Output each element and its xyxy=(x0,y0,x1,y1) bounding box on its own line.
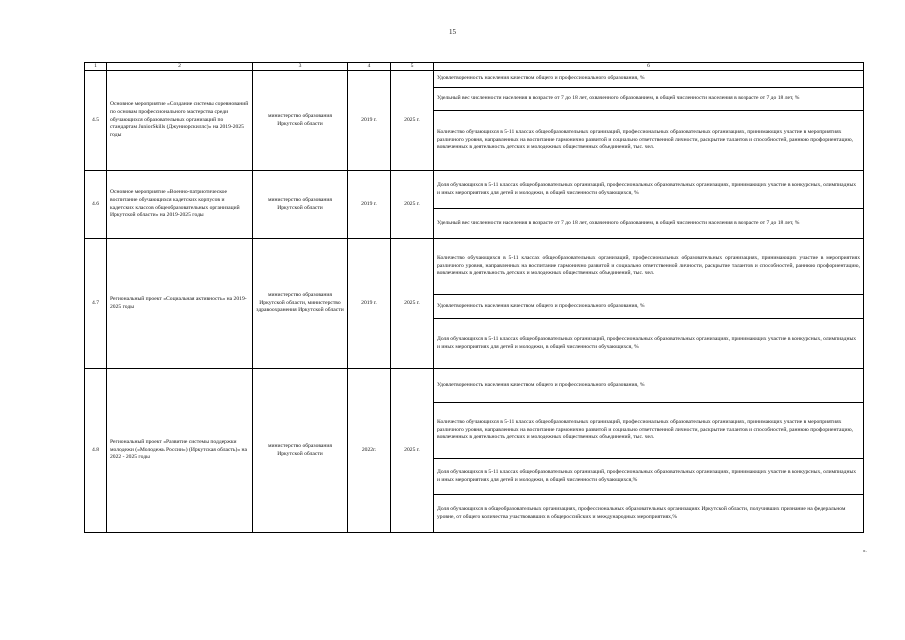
executor: министерство образования Иркутской области xyxy=(253,71,348,171)
row-number: 4.7 xyxy=(85,239,107,369)
measure-title: Региональный проект «Развитие системы поддержки молодежи («Молодежь России») (Иркутская область)» на 2022 - 2025 годы xyxy=(107,369,253,533)
indicator: Доля обучающихся в 5-11 классах общеобразовательных организаций, профессиональных образовательных организациях, принимающих участие в конкурсных, олимпиадных и иных мероприятиях для детей и молодежи, в общей численности обучающихся, % xyxy=(434,319,864,369)
indicator: Количество обучающихся в 5-11 классах общеобразовательных организаций, профессиональных образовательных организациях, принимающих участие в мероприятиях различного уровня, направленных на воспитание гармонично развитой и социально ответственной личности, раскрытие талантов и способностей, раннюю профориентацию, вовлеченных в деятельность детских и молодежных общественных объединений, тыс. чел. xyxy=(434,403,864,459)
indicator: Доля обучающихся в 5-11 классах общеобразовательных организаций, профессиональных образовательных организациях, принимающих участие в конкурсных, олимпиадных и иных мероприятиях для детей и молодежи, в общей численности обучающихся, % xyxy=(434,171,864,209)
executor: министерство образования Иркутской области xyxy=(253,171,348,239)
indicator: Удельный вес численности населения в возрасте от 7 до 18 лет, охваченного образованием, в общей численности населения в возрасте от 7 до 18 лет, % xyxy=(434,88,864,111)
executor: министерство образования Иркутской области xyxy=(253,369,348,533)
column-header: 3 xyxy=(253,63,348,71)
column-header: 4 xyxy=(348,63,391,71)
row-number: 4.8 xyxy=(85,369,107,533)
row-number: 4.6 xyxy=(85,171,107,239)
measure-title: Основное мероприятие «Военно-патриотическое воспитание обучающихся кадетских корпусов и кадетских классов общеобразовательных организаций Иркутской области» на 2019-2025 годы xyxy=(107,171,253,239)
start-year: 2019 г. xyxy=(348,171,391,239)
start-year: 2019 г. xyxy=(348,239,391,369)
closing-quote-mark: ». xyxy=(863,549,867,554)
column-header: 6 xyxy=(434,63,864,71)
indicator: Удовлетворенность населения качеством общего и профессионального образования, % xyxy=(434,295,864,319)
end-year: 2025 г. xyxy=(391,369,434,533)
table-row xyxy=(85,171,864,209)
table-row xyxy=(85,369,864,403)
column-header: 2 xyxy=(107,63,253,71)
start-year: 2022г. xyxy=(348,369,391,533)
end-year: 2025 г. xyxy=(391,171,434,239)
measure-title: Основное мероприятие «Создание системы соревнований по основам профессионального мастерства среди обучающихся образовательных организаций по стандартам JuniorSkills (Джуниорскиллс)» на 2019-2025 годы xyxy=(107,71,253,171)
page-number: 15 xyxy=(449,28,456,36)
start-year: 2019 г. xyxy=(348,71,391,171)
indicator: Доля обучающихся в общеобразовательных организациях, профессиональных образовательных организациях Иркутской области, получивших признание на федеральном уровне, от общего количества участвовавших в общероссийских и международных мероприятиях,% xyxy=(434,495,864,533)
column-header: 1 xyxy=(85,63,107,71)
header-row xyxy=(85,63,864,71)
executor: министерство образования Иркутской области, министерство здравоохранения Иркутской области xyxy=(253,239,348,369)
indicator: Удовлетворенность населения качеством общего и профессионального образования, % xyxy=(434,369,864,403)
table-row xyxy=(85,239,864,295)
indicator: Удовлетворенность населения качеством общего и профессионального образования, % xyxy=(434,71,864,88)
row-number: 4.5 xyxy=(85,71,107,171)
indicator: Удельный вес численности населения в возрасте от 7 до 18 лет, охваченного образованием, в общей численности населения в возрасте от 7 до 18 лет, % xyxy=(434,209,864,239)
indicator: Доля обучающихся в 5-11 классах общеобразовательных организаций, профессиональных образовательных организациях, принимающих участие в конкурсных, олимпиадных и иных мероприятиях для детей и молодежи, в общей численности обучающихся,% xyxy=(434,459,864,495)
column-header: 5 xyxy=(391,63,434,71)
indicator: Количество обучающихся в 5-11 классах общеобразовательных организаций, профессиональных образовательных организациях, принимающих участие в мероприятиях различного уровня, направленных на воспитание гармонично развитой и социально ответственной личности, раскрытие талантов и способностей, раннюю профориентацию, вовлеченных в деятельность детских и молодежных общественных объединений, тыс. чел. xyxy=(434,239,864,295)
table-row xyxy=(85,71,864,88)
indicator: Количество обучающихся в 5-11 классах общеобразовательных организаций, профессиональных образовательных организациях, принимающих участие в мероприятиях различного уровня, направленных на воспитание гармонично развитой и социально ответственной личности, раскрытие талантов и способностей, раннюю профориентацию, вовлеченных в деятельность детских и молодежных общественных объединений, тыс. чел. xyxy=(434,111,864,171)
end-year: 2025 г. xyxy=(391,71,434,171)
measure-title: Региональный проект «Социальная активность» на 2019-2025 годы xyxy=(107,239,253,369)
end-year: 2025 г. xyxy=(391,239,434,369)
measures-table xyxy=(84,62,864,533)
